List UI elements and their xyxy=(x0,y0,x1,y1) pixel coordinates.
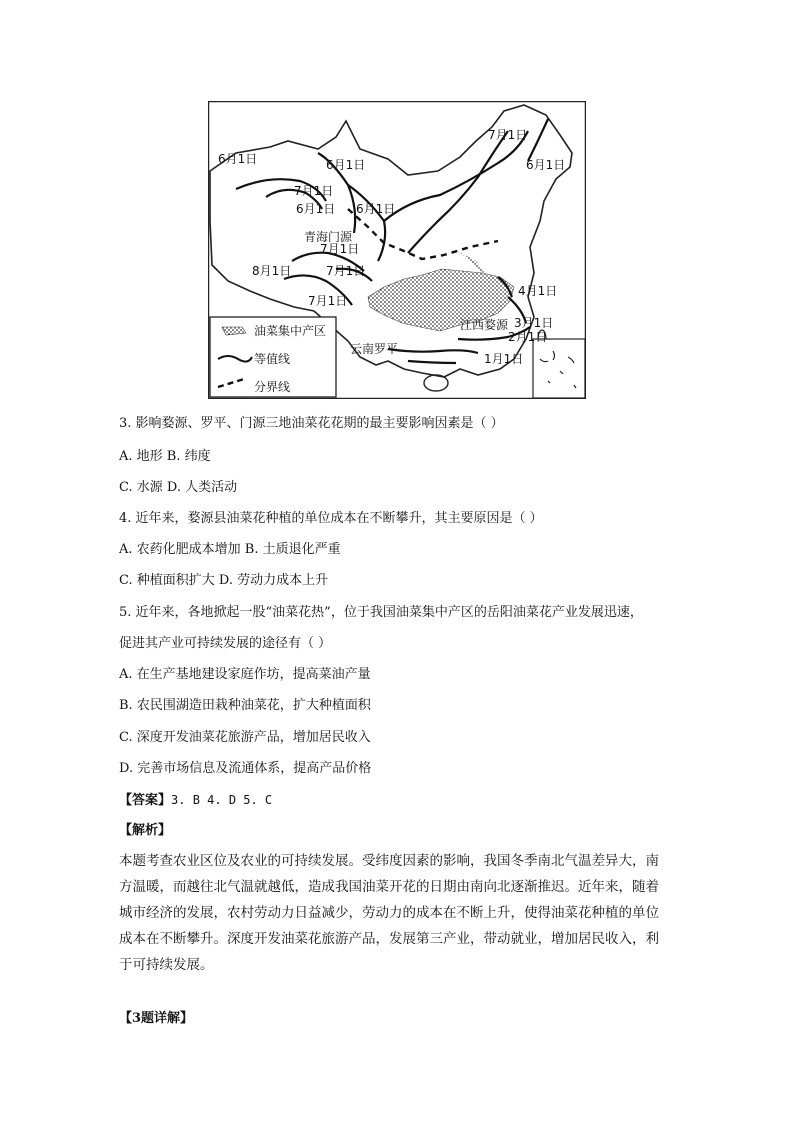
analysis-line-4: 成本在不断攀升。深度开发油菜花旅游产品，发展第三产业，带动就业，增加居民收入，利 xyxy=(119,931,659,947)
analysis-line-5: 于可持续发展。 xyxy=(119,957,214,973)
map-label: 云南罗平 xyxy=(350,342,399,356)
detail-heading: 【3题详解】 xyxy=(119,1011,194,1026)
south-sea-inset xyxy=(533,339,585,398)
map-label: 6月1日 xyxy=(526,158,566,172)
map-label: 6月1日 xyxy=(218,152,258,166)
map-label: 4月1日 xyxy=(518,284,558,298)
map-label: 6月1日 xyxy=(296,202,336,216)
legend-isoline-label: 等值线 xyxy=(254,352,291,366)
question-5-option-a: A. 在生产基地建设家庭作坊，提高菜油产量 xyxy=(119,667,371,682)
question-5-option-b: B. 农民围湖造田栽种油菜花，扩大种植面积 xyxy=(119,698,371,713)
analysis-line-2: 方温暖，而越往北气温就越低，造成我国油菜开花的日期由南向北逐渐推迟。近年来，随着 xyxy=(119,879,659,895)
map-label: 8月1日 xyxy=(252,264,292,278)
map-label: 1月1日 xyxy=(484,352,524,366)
question-3-options-cd: C. 水源 D. 人类活动 xyxy=(119,480,238,495)
map-label: 7月1日 xyxy=(326,264,366,278)
question-4: 4. 近年来，婺源县油菜花种植的单位成本在不断攀升，其主要原因是（ ） xyxy=(119,511,543,526)
map-svg xyxy=(208,101,586,399)
map-label: 3月1日 xyxy=(514,316,554,330)
question-4-options-ab: A. 农药化肥成本增加 B. 土质退化严重 xyxy=(119,542,341,557)
question-3-options-ab: A. 地形 B. 纬度 xyxy=(119,449,211,464)
analysis-heading: 【解析】 xyxy=(119,823,172,838)
answer-text: 3. B 4. D 5. C xyxy=(171,793,273,807)
map-label: 7月1日 xyxy=(488,128,528,142)
question-5-line-2: 促进其产业可持续发展的途径有（ ） xyxy=(119,636,332,651)
rapeseed-flowering-map xyxy=(208,101,586,399)
map-label: 7月1日 xyxy=(308,294,348,308)
map-label: 江西婺源 xyxy=(460,318,509,332)
map-label: 7月1日 xyxy=(320,242,360,256)
map-label: 青海门源 xyxy=(304,230,353,244)
answer-line xyxy=(119,791,272,810)
map-label: 6月1日 xyxy=(356,202,396,216)
legend-production-label: 油菜集中产区 xyxy=(254,324,327,338)
analysis-line-1: 本题考查农业区位及农业的可持续发展。受纬度因素的影响，我国冬季南北气温差异大，南 xyxy=(119,853,659,869)
analysis-line-3: 城市经济的发展，农村劳动力日益减少，劳动力的成本在不断上升，使得油菜花种植的单位 xyxy=(119,905,659,921)
question-3: 3. 影响婺源、罗平、门源三地油菜花花期的最主要影响因素是（ ） xyxy=(119,416,504,431)
question-5-line-1: 5. 近年来，各地掀起一股“油菜花热”，位于我国油菜集中产区的岳阳油菜花产业发展迅速， xyxy=(119,605,643,620)
question-5-option-c: C. 深度开发油菜花旅游产品，增加居民收入 xyxy=(119,730,371,745)
map-label: 7月1日 xyxy=(294,184,334,198)
map-label: 6月1日 xyxy=(326,158,366,172)
question-5-option-d: D. 完善市场信息及流通体系，提高产品价格 xyxy=(119,761,372,776)
legend-boundary-label: 分界线 xyxy=(254,380,291,394)
question-4-options-cd: C. 种植面积扩大 D. 劳动力成本上升 xyxy=(119,573,329,588)
map-label: 2月1日 xyxy=(508,330,548,344)
answer-label: 【答案】 xyxy=(119,793,172,808)
